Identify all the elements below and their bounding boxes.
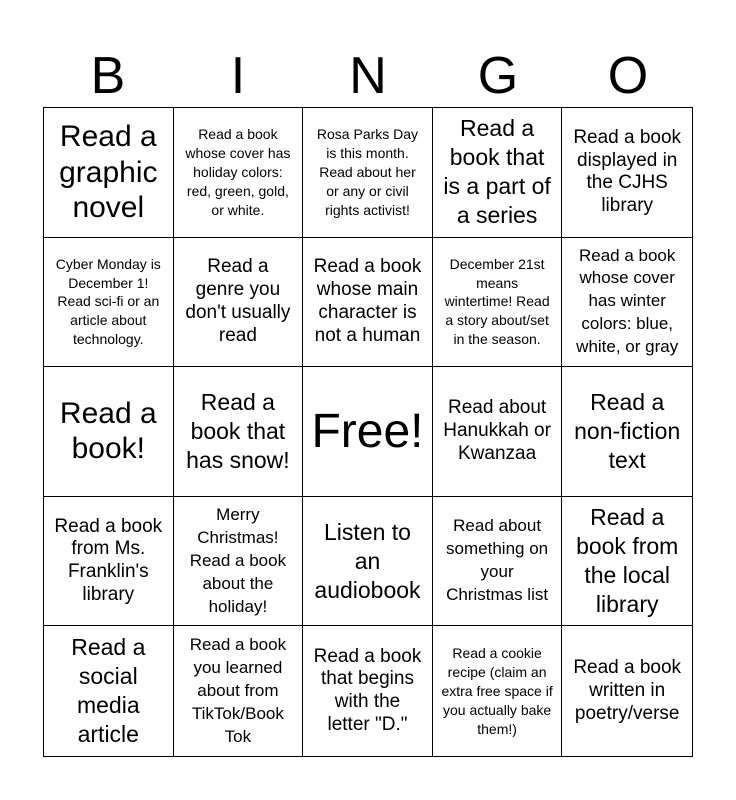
bingo-cell-r5c1[interactable]: [44, 626, 174, 756]
cell-text: Read a cookie recipe (claim an extra free space if you actually bake them!): [441, 644, 553, 737]
bingo-cell-r5c3[interactable]: [303, 626, 433, 756]
cell-text: Read a genre you don't usually read: [185, 256, 291, 346]
cell-text: Read a book displayed in the CJHS library: [573, 126, 682, 217]
bingo-cell-r4c4[interactable]: [433, 497, 563, 627]
cell-text: Merry Christmas! Read a book about the holiday!: [189, 504, 287, 616]
bingo-cell-r4c5[interactable]: [562, 497, 692, 627]
cell-text: Read a graphic novel: [59, 120, 158, 224]
header-letter-o: O: [607, 47, 649, 105]
cell-text: Read a book that is a part of a series: [443, 115, 551, 229]
bingo-cell-r2c3[interactable]: [303, 238, 433, 368]
bingo-cell-r3c5[interactable]: [562, 367, 692, 497]
free-space-label: Free!: [311, 404, 424, 458]
bingo-board: [43, 107, 693, 757]
bingo-cell-r2c1[interactable]: [44, 238, 174, 368]
cell-text: Read a book that begins with the letter "D.": [313, 645, 422, 735]
bingo-cell-r2c4[interactable]: [433, 238, 563, 368]
cell-text: Read a social media article: [71, 634, 146, 748]
bingo-cell-r1c1[interactable]: [44, 108, 174, 238]
bingo-cell-free[interactable]: [303, 367, 433, 497]
bingo-cell-r1c3[interactable]: [303, 108, 433, 238]
bingo-cell-r4c3[interactable]: [303, 497, 433, 627]
cell-text: Read a book written in poetry/verse: [573, 657, 682, 724]
cell-text: Read a book whose main character is not a human: [313, 256, 422, 346]
cell-text: Read a book that has snow!: [186, 389, 290, 473]
header-letter-n: N: [349, 47, 387, 105]
cell-text: Listen to an audiobook: [314, 518, 421, 603]
bingo-cell-r2c2[interactable]: [174, 238, 304, 368]
cell-text: Read about Hanukkah or Kwanzaa: [443, 397, 551, 464]
bingo-cell-r1c2[interactable]: [174, 108, 304, 238]
cell-text: Read a book whose cover has holiday colors: red, green, gold, or white.: [185, 126, 291, 218]
header-letter-b: B: [90, 47, 126, 105]
bingo-cell-r3c1[interactable]: [44, 367, 174, 497]
header-letter-g: G: [477, 47, 519, 105]
cell-text: Read a book whose cover has winter colors: blue, white, or gray: [576, 245, 679, 357]
cell-text: Read a book!: [59, 397, 157, 466]
header-letter-i: I: [230, 47, 246, 105]
bingo-cell-r5c4[interactable]: [433, 626, 563, 756]
bingo-cell-r4c1[interactable]: [44, 497, 174, 627]
cell-text: Rosa Parks Day is this month. Read about her or any or civil rights activist!: [316, 126, 419, 218]
bingo-cell-r1c5[interactable]: [562, 108, 692, 238]
cell-text: Read a book from the local library: [576, 504, 679, 618]
cell-text: Read a non-fiction text: [574, 389, 681, 473]
bingo-cell-r5c2[interactable]: [174, 626, 304, 756]
cell-text: Read about something on your Christmas list: [446, 516, 549, 605]
bingo-cell-r4c2[interactable]: [174, 497, 304, 627]
bingo-cell-r2c5[interactable]: [562, 238, 692, 368]
cell-text: December 21st means wintertime! Read a story about/set in the season.: [444, 255, 550, 348]
cell-text: Cyber Monday is December 1! Read sci-fi or an article about technology.: [55, 255, 161, 348]
cell-text: Read a book from Ms. Franklin's library: [54, 515, 163, 605]
cell-text: Read a book you learned about from TikTok/Book Tok: [189, 634, 287, 746]
bingo-header: [43, 44, 693, 108]
bingo-cell-r3c2[interactable]: [174, 367, 304, 497]
bingo-cell-r3c4[interactable]: [433, 367, 563, 497]
bingo-cell-r1c4[interactable]: [433, 108, 563, 238]
bingo-cell-r5c5[interactable]: [562, 626, 692, 756]
